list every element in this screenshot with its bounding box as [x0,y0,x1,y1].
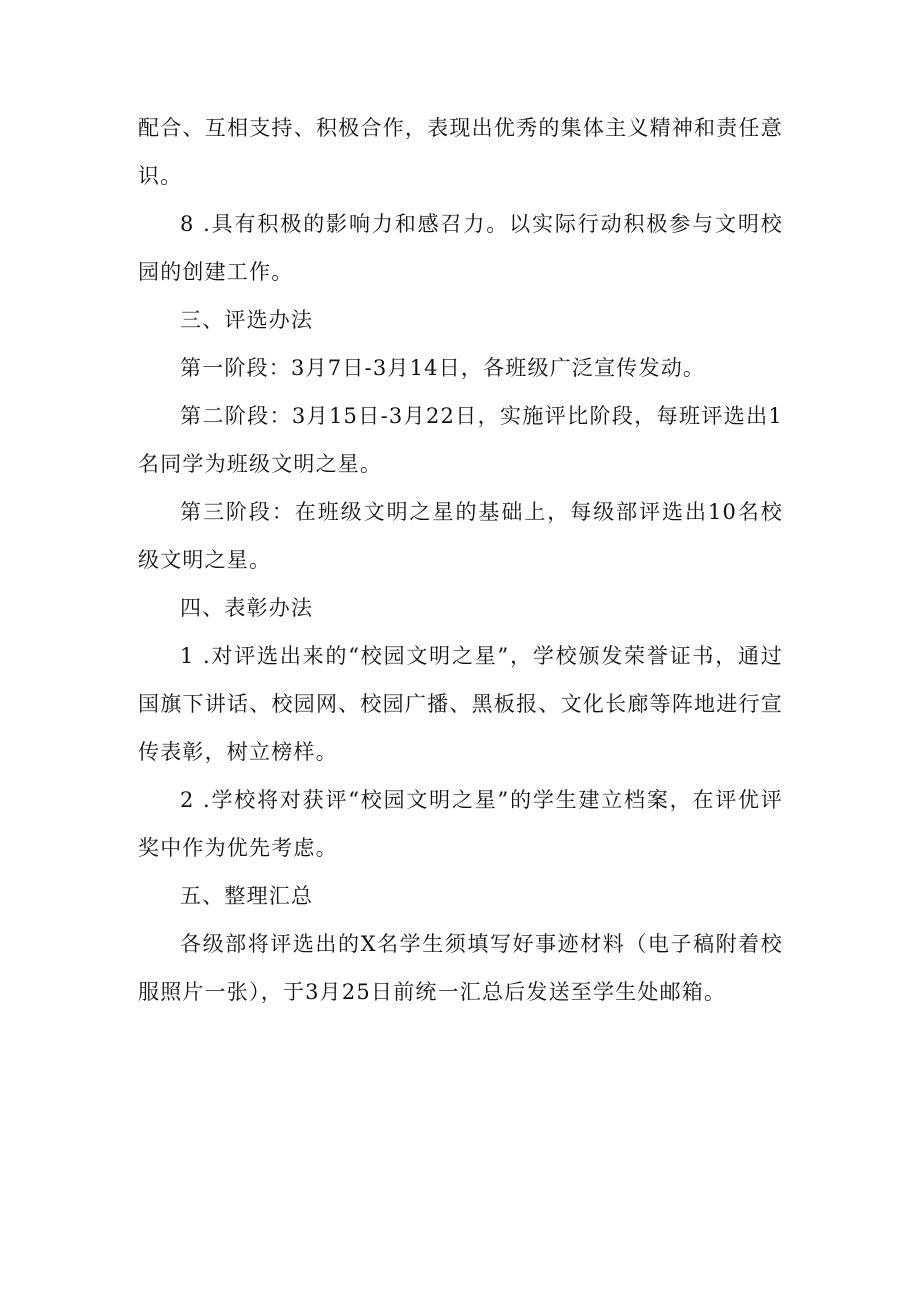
section-heading-selection-method: 三、评选办法 [180,308,314,332]
paragraph-stage-2: 第二阶段：3月15日-3月22日，实施评比阶段，每班评选出1名同学为班级文明之星。 [138,404,783,476]
document-body [138,104,783,1016]
paragraph-item-8: 8 .具有积极的影响力和感召力。以实际行动积极参与文明校园的创建工作。 [138,212,783,284]
section-heading-commendation-method: 四、表彰办法 [180,596,314,620]
paragraph-stage-3: 第三阶段：在班级文明之星的基础上，每级部评选出10名校级文明之星。 [138,500,783,572]
paragraph-commendation-2: 2 .学校将对获评“校园文明之星”的学生建立档案，在评优评奖中作为优先考虑。 [138,788,783,860]
paragraph-summary: 各级部将评选出的X名学生须填写好事迹材料（电子稿附着校服照片一张），于3月25日前统一汇总后发送至学生处邮箱。 [138,932,783,1004]
paragraph-stage-1: 第一阶段：3月7日-3月14日，各班级广泛宣传发动。 [180,356,706,380]
section-heading-summary: 五、整理汇总 [180,884,314,908]
paragraph-continuation: 配合、互相支持、积极合作，表现出优秀的集体主义精神和责任意识。 [138,116,783,188]
paragraph-commendation-1: 1 .对评选出来的“校园文明之星”，学校颁发荣誉证书，通过国旗下讲话、校园网、校园广播、黑板报、文化长廊等阵地进行宣传表彰，树立榜样。 [138,644,783,764]
